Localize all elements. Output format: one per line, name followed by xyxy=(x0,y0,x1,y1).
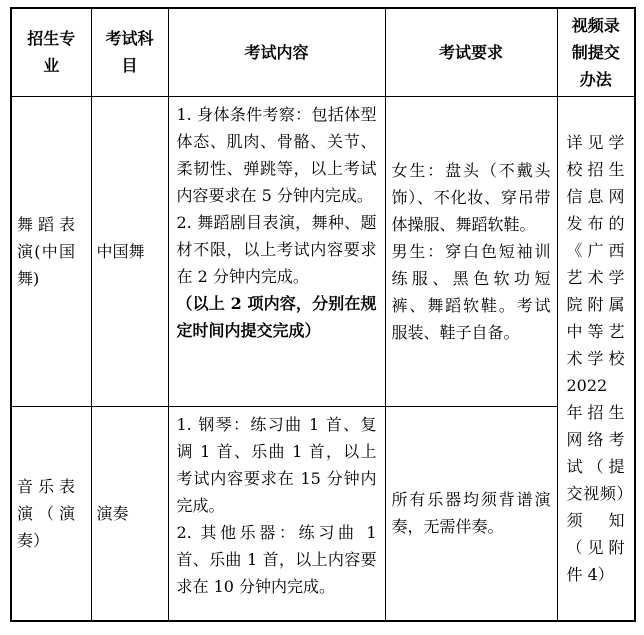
major-text: 舞蹈表演(中国舞) xyxy=(17,214,75,288)
requirement-boys: 男生：穿白色短袖训练服、黑色软功短裤、舞蹈软鞋。考试服装、鞋子自备。 xyxy=(391,241,551,342)
header-row xyxy=(11,8,635,96)
cell-subject-music: 演奏 xyxy=(91,406,168,621)
header-requirement: 考试要求 xyxy=(385,8,557,96)
cell-content-dance xyxy=(168,96,385,406)
cell-video-method xyxy=(557,96,635,621)
cell-requirement-dance xyxy=(385,96,557,406)
content-item-1: 1. 身体条件考察：包括体型体态、肌肉、骨骼、关节、柔韧性、弹跳等，以上考试内容要求在 5 分钟内完成。 xyxy=(176,104,377,205)
video-method-text: 详见学校招生信息网发布的《广西艺术学院附属中等艺术学校 2022 年招生网络考试（提交视频）须知（见附件 4） xyxy=(566,132,625,584)
row-dance-performance xyxy=(11,96,635,406)
cell-subject-dance: 中国舞 xyxy=(91,96,168,406)
content-item-1: 1. 钢琴：练习曲 1 首、复调 1 首、乐曲 1 首，以上考试内容要求在 15 分钟内完成。 xyxy=(176,414,377,515)
content-item-2: 2. 其他乐器：练习曲 1 首、乐曲 1 首，以上内容要求在 10 分钟内完成。 xyxy=(176,522,377,596)
major-text: 音乐表演（演奏） xyxy=(17,476,75,550)
cell-major-music xyxy=(11,406,91,621)
content-item-2: 2. 舞蹈剧目表演，舞种、题材不限，以上考试内容要求在 2 分钟内完成。 xyxy=(176,212,377,286)
content-note: （以上 2 项内容，分别在规定时间内提交完成） xyxy=(176,293,377,340)
header-video-method: 视频录制提交办法 xyxy=(557,8,635,96)
cell-requirement-music xyxy=(385,406,557,621)
header-subject: 考试科目 xyxy=(91,8,168,96)
header-major: 招生专业 xyxy=(11,8,91,96)
cell-major-dance xyxy=(11,96,91,406)
cell-content-music xyxy=(168,406,385,621)
requirement-all-instruments: 所有乐器均须背谱演奏，无需伴奏。 xyxy=(391,490,551,537)
exam-info-table xyxy=(10,7,636,622)
header-content: 考试内容 xyxy=(168,8,385,96)
requirement-girls: 女生：盘头（不戴头饰）、不化妆、穿吊带体操服、舞蹈软鞋。 xyxy=(391,160,551,234)
row-music-performance xyxy=(11,406,635,621)
